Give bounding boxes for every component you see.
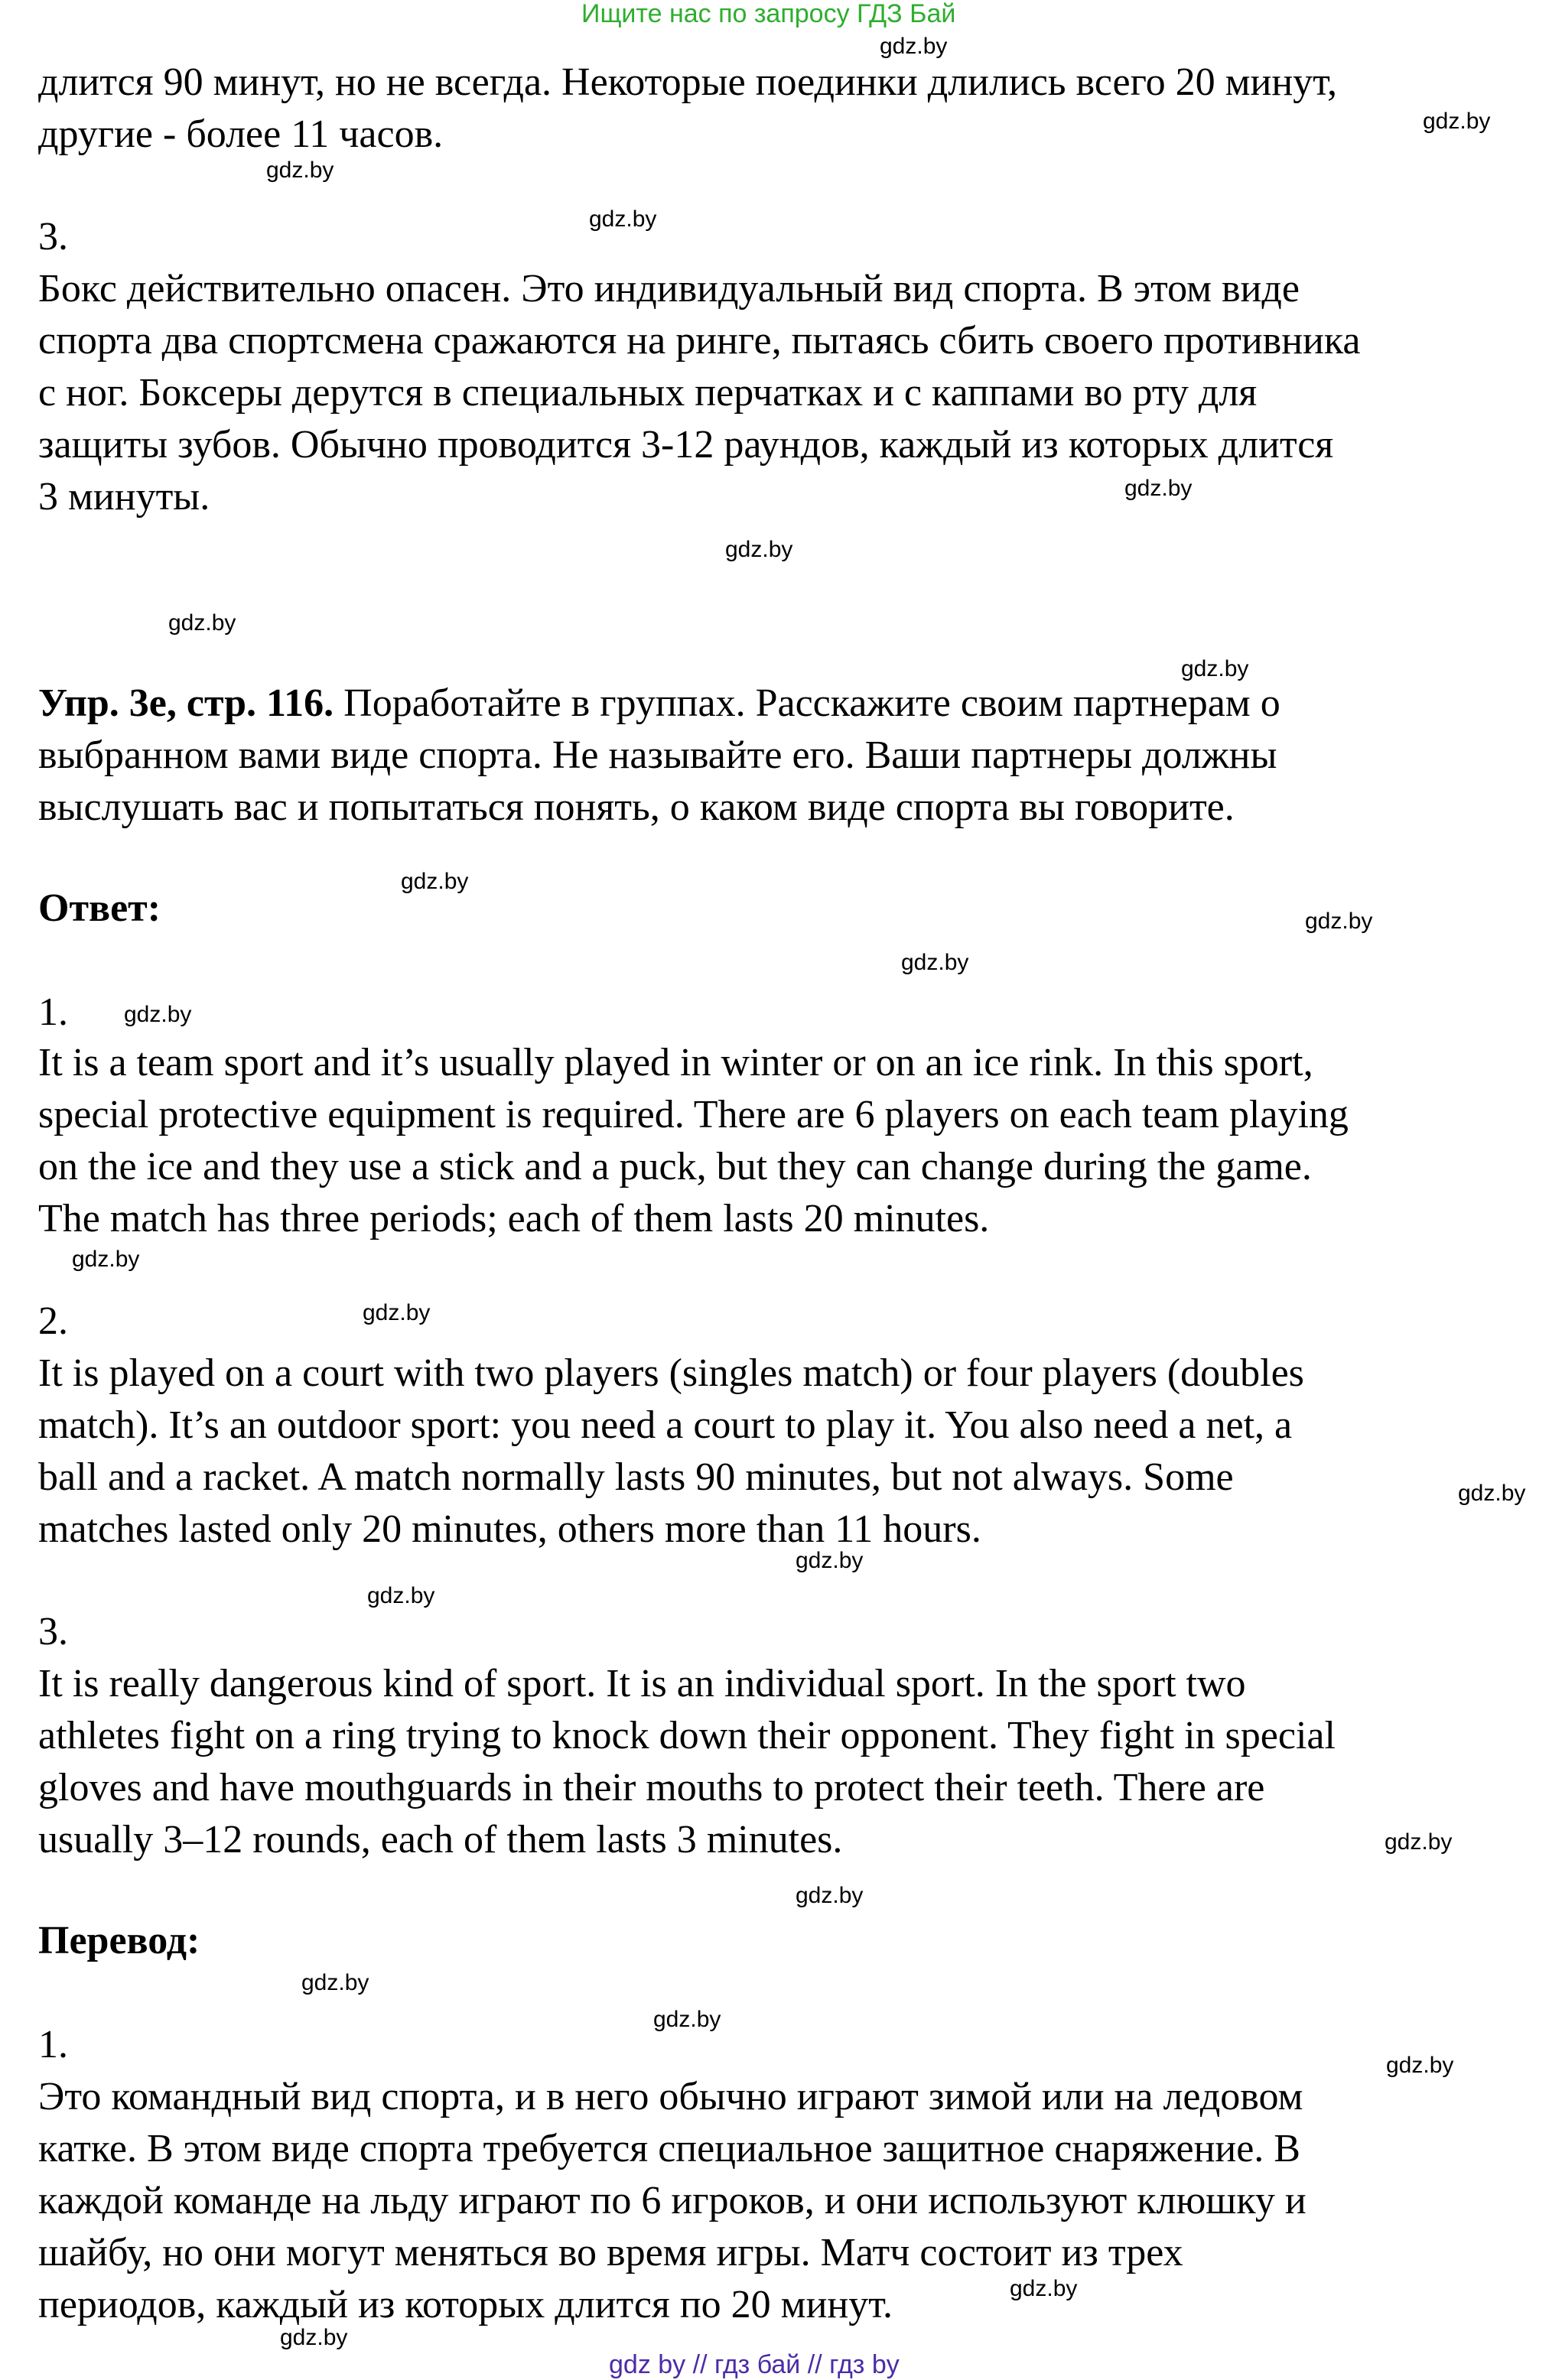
text-line: The match has three periods; each of them lasts 20 minutes. [38,1197,990,1240]
text-line: выбранном вами виде спорта. Не называйте его. Ваши партнеры должны [38,733,1277,777]
watermark: gdz.by [301,1970,369,1995]
text-line: on the ice and they use a stick and a puck, but they can change during the game. [38,1145,1312,1188]
translation-heading: Перевод: [38,1919,200,1962]
watermark: gdz.by [796,1548,864,1573]
text-line: 3 минуты. [38,475,210,519]
watermark: gdz.by [124,1002,192,1027]
footer-links: gdz by // гдз бай // гдз by [609,2350,900,2379]
text-line: It is a team sport and it’s usually played in winter or on an ice rink. In this sport, [38,1041,1313,1084]
watermark: gdz.by [725,537,793,562]
text-line: Это командный вид спорта, и в него обычно играют зимой или на ледовом [38,2075,1303,2118]
watermark: gdz.by [1305,909,1373,934]
watermark: gdz.by [401,869,469,894]
text-line: match). It’s an outdoor sport: you need a court to play it. You also need a net, a [38,1403,1293,1447]
text-line: с ног. Боксеры дерутся в специальных перчатках и с каппами во рту для [38,371,1258,415]
text-line: шайбу, но они могут меняться во время игры. Матч состоит из трех [38,2231,1183,2274]
site-banner: Ищите нас по запросу ГДЗ Бай [581,0,956,28]
watermark: gdz.by [1124,476,1193,501]
watermark: gdz.by [880,34,948,59]
watermark: gdz.by [363,1300,431,1325]
text-line: ball and a racket. A match normally lasts 90 minutes, but not always. Some [38,1455,1234,1499]
text-line: It is really dangerous kind of sport. It is an individual sport. In the sport two [38,1662,1246,1705]
watermark: gdz.by [1386,2053,1454,2078]
text-line: периодов, каждый из которых длится по 20 минут. [38,2283,893,2326]
watermark: gdz.by [1010,2276,1078,2301]
item-number: 2. [38,1299,68,1343]
watermark: gdz.by [280,2325,348,2350]
text-line: катке. В этом виде спорта требуется специальное защитное снаряжение. В [38,2127,1300,2170]
exercise-text: Поработайте в группах. Расскажите своим партнерам о [334,681,1281,725]
text-line: длится 90 минут, но не всегда. Некоторые поединки длились всего 20 минут, [38,60,1337,104]
watermark: gdz.by [367,1583,435,1608]
watermark: gdz.by [1458,1481,1526,1506]
watermark: gdz.by [168,610,236,636]
item-number: 3. [38,1610,68,1653]
exercise-paragraph [38,678,1281,730]
item-number: 1. [38,2023,68,2066]
watermark: gdz.by [1423,109,1491,134]
watermark: gdz.by [72,1247,140,1272]
text-line: athletes fight on a ring trying to knock down their opponent. They fight in special [38,1714,1336,1757]
text-line: gloves and have mouthguards in their mouths to protect their teeth. There are [38,1766,1265,1809]
text-line: It is played on a court with two players (singles match) or four players (doubles [38,1351,1304,1395]
text-line: защиты зубов. Обычно проводится 3-12 раундов, каждый из которых длится [38,423,1334,467]
text-line: special protective equipment is required. There are 6 players on each team playing [38,1093,1349,1136]
watermark: gdz.by [1181,656,1249,681]
watermark: gdz.by [1385,1829,1453,1855]
text-line: Бокс действительно опасен. Это индивидуальный вид спорта. В этом виде [38,267,1300,311]
text-line: спорта два спортсмена сражаются на ринге, пытаясь сбить своего противника [38,319,1361,363]
exercise-label: Упр. 3е, стр. 116. [38,681,334,725]
text-line: выслушать вас и попытаться понять, о каком виде спорта вы говорите. [38,785,1235,829]
watermark: gdz.by [796,1883,864,1908]
watermark: gdz.by [266,158,334,183]
watermark: gdz.by [901,950,969,975]
watermark: gdz.by [589,206,657,232]
item-number: 1. [38,990,68,1034]
text-line: другие - более 11 часов. [38,112,444,156]
text-line: matches lasted only 20 minutes, others more than 11 hours. [38,1507,981,1551]
answer-heading: Ответ: [38,886,161,930]
item-number: 3. [38,215,68,258]
watermark: gdz.by [653,2007,721,2032]
text-line: usually 3–12 rounds, each of them lasts 3 minutes. [38,1818,843,1861]
text-line: каждой команде на льду играют по 6 игроков, и они используют клюшку и [38,2179,1307,2222]
